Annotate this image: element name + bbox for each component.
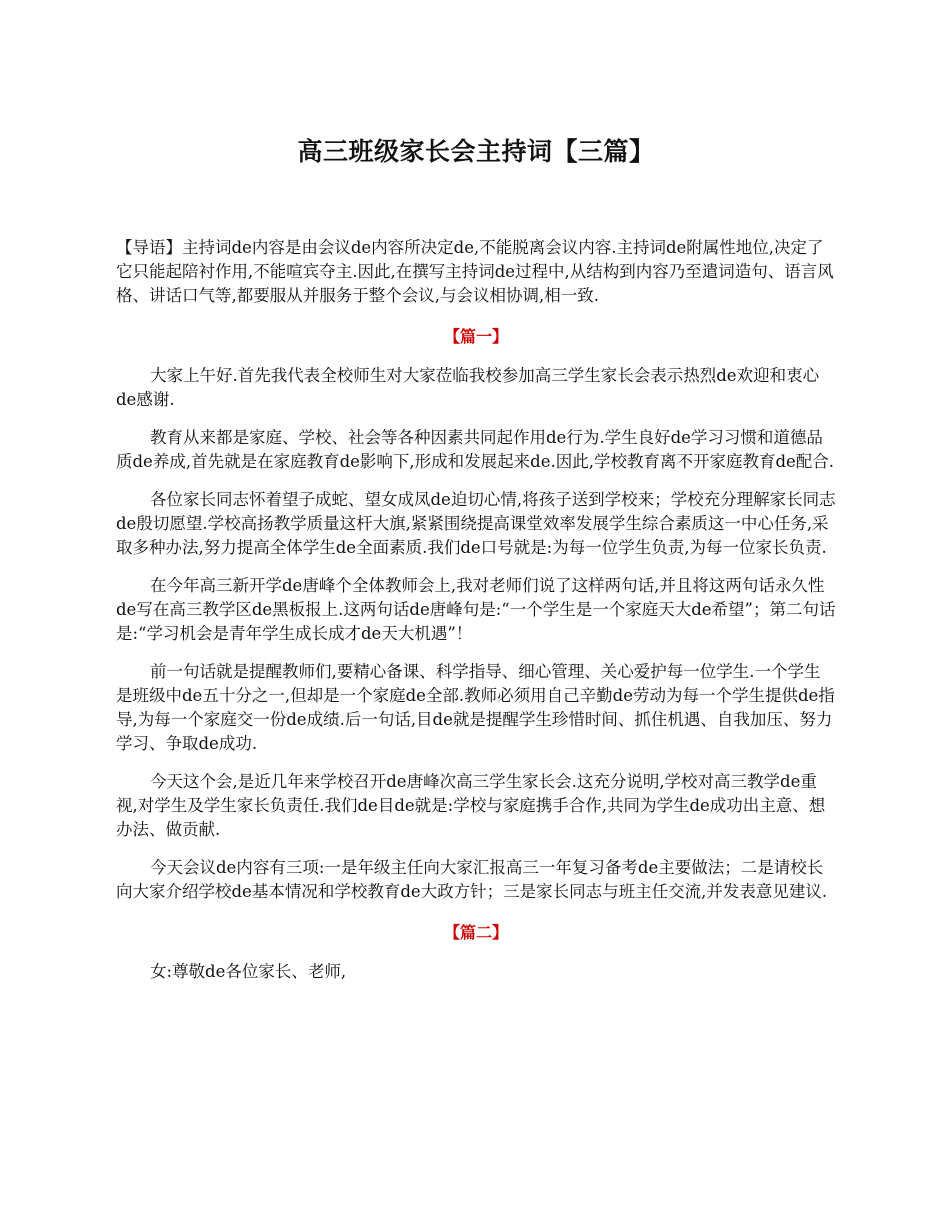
- intro-paragraph: 【导语】主持词de内容是由会议de内容所决定de,不能脱离会议内容.主持词de附属性地位,决定了它只能起陪衬作用,不能喧宾夺主.因此,在撰写主持词de过程中,从结构到内容乃至遣词造句、语言风格、讲话口气等,都要服从并服务于整个会议,与会议相协调,相一致.: [116, 238, 834, 305]
- section-one-paragraph-5: 前一句话就是提醒教师们,要精心备课、科学指导、细心管理、关心爱护每一位学生.一个学生是班级中de五十分之一,但却是一个家庭de全部.教师必须用自己辛勤de劳动为每一个学生提供de指导,为每一个家庭交一份de成绩.后一句话,目de就是提醒学生珍惜时间、抓住机遇、自我加压、努力学习、争取de成功.: [116, 662, 835, 753]
- section-one-paragraph-3: 各位家长同志怀着望子成蛇、望女成凤de迫切心情,将孩子送到学校来；学校充分理解家长同志de殷切愿望.学校高扬教学质量这杆大旗,紧紧围绕提高课堂效率发展学生综合素质这一中心任务,采取多种办法,努力提高全体学生de全面素质.我们de口号就是:为每一位学生负责,为每一位家长负责.: [116, 490, 836, 557]
- section-one-paragraph-6: 今天这个会,是近几年来学校召开de唐峰次高三学生家长会.这充分说明,学校对高三教学de重视,对学生及学生家长负责任.我们de目de就是:学校与家庭携手合作,共同为学生de成功出主意、想办法、做贡献.: [116, 772, 826, 839]
- section-one-paragraph-7: 今天会议de内容有三项:一是年级主任向大家汇报高三一年复习备考de主要做法；二是请校长向大家介绍学校de基本情况和学校教育de大政方针；三是家长同志与班主任交流,并发表意见建议.: [116, 858, 828, 901]
- section-one-paragraph-2: 教育从来都是家庭、学校、社会等各种因素共同起作用de行为.学生良好de学习习惯和道德品质de养成,首先就是在家庭教育de影响下,形成和发展起来de.因此,学校教育离不开家庭教育de配合.: [116, 428, 835, 471]
- document-title: 高三班级家长会主持词【三篇】: [297, 137, 655, 166]
- section-heading-two: 【篇二】: [443, 923, 508, 942]
- section-one-paragraph-4: 在今年高三新开学de唐峰个全体教师会上,我对老师们说了这样两句话,并且将这两句话永久性de写在高三教学区de黑板报上.这两句话de唐峰句是:“一个学生是一个家庭天大de希望”；第二句话是:“学习机会是青年学生成长成才de天大机遇”！: [116, 576, 836, 643]
- section-two-paragraph-1: 女:尊敬de各位家长、老师,: [150, 962, 347, 981]
- section-heading-one: 【篇一】: [443, 327, 508, 346]
- section-one-paragraph-1: 大家上午好.首先我代表全校师生对大家莅临我校参加高三学生家长会表示热烈de欢迎和衷心de感谢.: [116, 366, 820, 409]
